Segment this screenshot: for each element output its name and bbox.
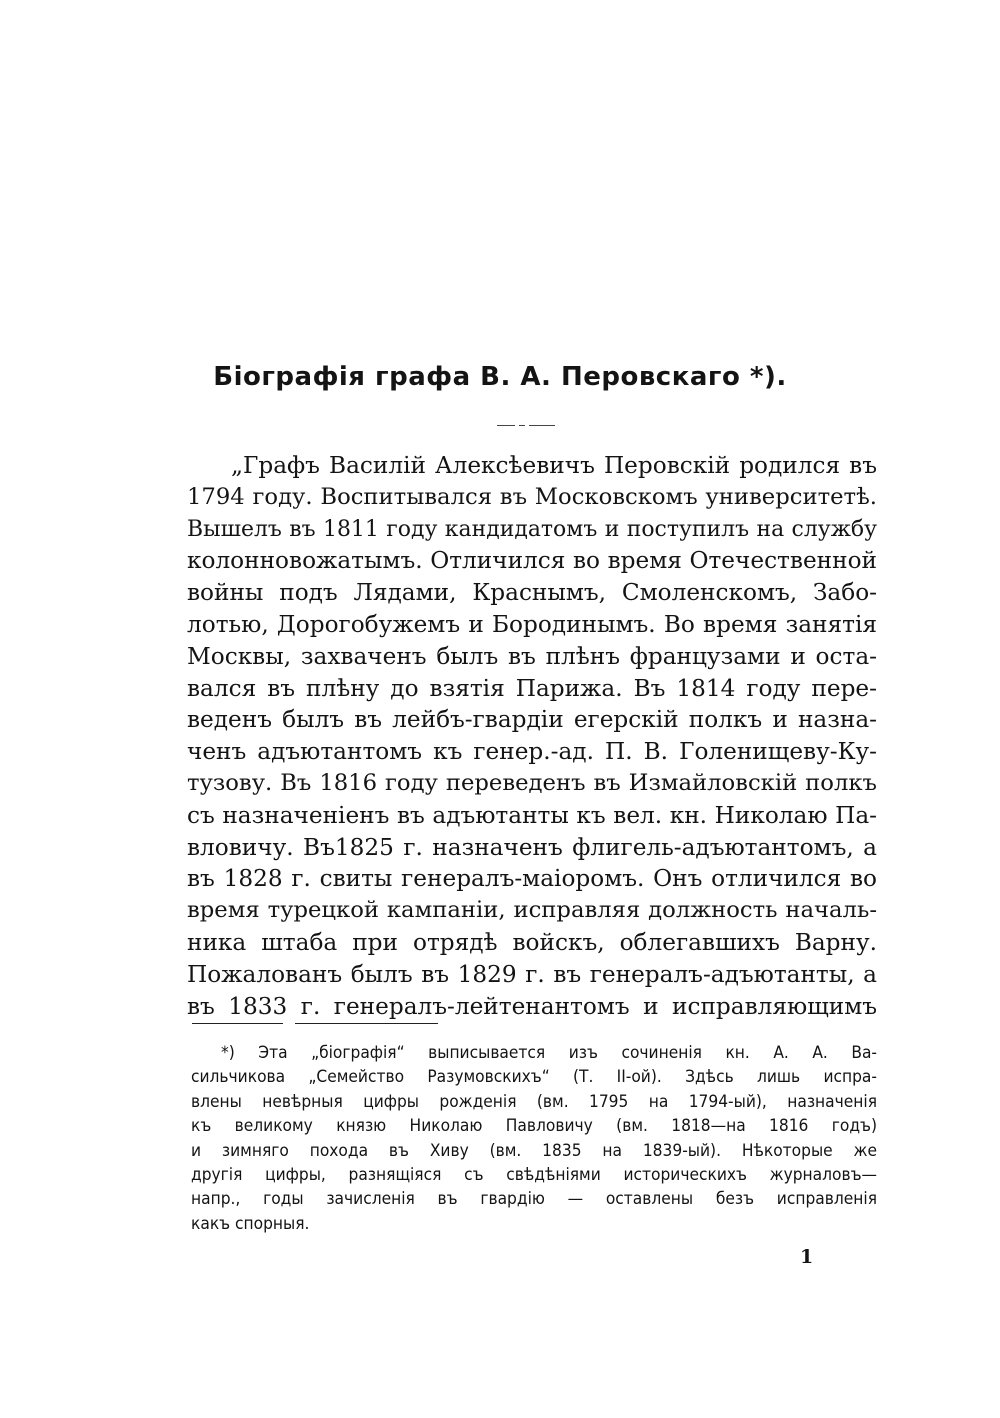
text-line: Вышелъ въ 1811 году кандидатомъ и поступилъ на службу <box>187 516 877 542</box>
footnote-line: другія цифры, разнящіяся съ свѣдѣніями историческихъ журналовъ— <box>191 1165 877 1186</box>
text-line: вался въ плѣну до взятія Парижа. Въ 1814 году пере- <box>187 674 877 702</box>
footnote <box>191 1041 877 1236</box>
text-line: ченъ адъютантомъ къ генер.-ад. П. В. Голенищеву-Ку- <box>187 738 877 766</box>
text-line: „Графъ Василій Алексѣевичъ Перовскій родился въ <box>231 452 877 479</box>
title-ornament <box>497 424 555 428</box>
ornament-dash <box>497 425 515 426</box>
text-line: время турецкой кампаніи, исправляя должность началь- <box>187 897 877 924</box>
text-line: колонновожатымъ. Отличился во время Отечественной <box>187 547 877 575</box>
footnote-line: напр., годы зачисленія въ гвардію — оставлены безъ исправленія <box>191 1189 877 1210</box>
text-line: въ 1828 г. свиты генералъ-маіоромъ. Онъ отличился во <box>187 865 877 893</box>
footnote-line: къ великому князю Николаю Павловичу (вм. 1818—на 1816 годъ) <box>191 1116 877 1137</box>
text-line: ника штаба при отрядѣ войскъ, облегавшихъ Варну. <box>187 928 877 956</box>
footnote-separator <box>192 1023 283 1024</box>
text-line: лотью, Дорогобужемъ и Бородинымъ. Во время занятія <box>187 610 877 638</box>
text-line: въ 1833 г. генералъ-лейтенантомъ и исправляющимъ <box>187 992 877 1020</box>
ornament-dash <box>529 425 555 426</box>
text-line: Пожалованъ былъ въ 1829 г. въ генералъ-адъютанты, а <box>187 960 877 988</box>
text-line: Москвы, захваченъ былъ въ плѣнъ французами и оста- <box>187 642 877 670</box>
footnote-line: какъ спорныя. <box>191 1213 310 1234</box>
text-line: тузову. Въ 1816 году переведенъ въ Измайловскій полкъ <box>187 769 877 796</box>
text-line: веденъ былъ въ лейбъ-гвардіи егерскій полкъ и назна- <box>187 706 877 734</box>
footnote-line: сильчикова „Семейство Разумовскихъ“ (Т. II-ой). Здѣсь лишь испра- <box>191 1067 877 1088</box>
text-line: войны подъ Лядами, Краснымъ, Смоленскомъ, Забо- <box>187 579 877 607</box>
ornament-dash <box>519 425 525 426</box>
footnote-line: влены невѣрныя цифры рожденія (вм. 1795 на 1794-ый), назначенія <box>191 1091 877 1112</box>
main-text <box>187 450 877 1022</box>
page-title: Біографія графа В. А. Перовскаго *). <box>213 362 787 392</box>
footnote-line: и зимняго похода въ Хиву (вм. 1835 на 1839-ый). Нѣкоторые же <box>191 1140 877 1161</box>
text-line: съ назначеніенъ въ адъютанты къ вел. кн. Николаю Па- <box>187 801 877 829</box>
footnote-separator <box>295 1023 438 1024</box>
text-line: вловичу. Въ1825 г. назначенъ флигель-адъютантомъ, а <box>187 833 877 861</box>
page-number: 1 <box>800 1246 814 1268</box>
text-line: 1794 году. Воспитывался въ Московскомъ университетѣ. <box>187 483 877 510</box>
footnote-line: *) Эта „біографія“ выписывается изъ сочиненія кн. А. А. Ва- <box>221 1043 877 1063</box>
